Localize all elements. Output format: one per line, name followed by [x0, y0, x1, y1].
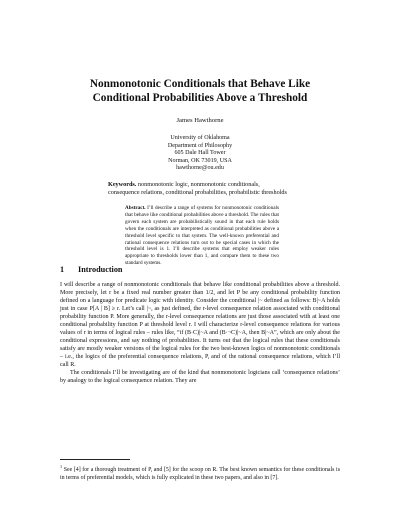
title-line-1: Nonmonotonic Conditionals that Behave Like: [89, 78, 311, 90]
title-line-2: Conditional Probabilities Above a Threshold: [92, 92, 308, 104]
abstract-label: Abstract.: [125, 205, 146, 211]
section-title: Introduction: [78, 265, 123, 274]
abstract: [125, 205, 279, 267]
affiliation-block: [100, 135, 300, 173]
section-number: 1: [60, 265, 65, 274]
affiliation-department: Department of Philosophy: [167, 142, 233, 149]
paragraph-1: I will describe a range of nonmonotonic conditionals that behave like conditional probabilities above a threshold. More precisely, let r be a fixed real number greater than 1/2, and let P be any conditional probability function defined on a language for predicate logic with identity. Consider the conditional |~ defined as follows: B|~A holds just in case P[A | B] ≥ r. Let’s call |~, as just defined, the r-level consequence relation associated with conditional probability function P. More generally, the r-level consequence relations are just those associated with at least one conditional probability function P at threshold level r. I will characterize r-level consequence relations for various values of r in terms of logical rules – rules like, “if (B·C)|~A and (B·¬C)|~A, then B|~A”, which are only about the conditional expressions, and say nothing of probabilities. It turns out that the logical rules that these conditionals satisfy are mostly weaker versions of the logical rules for the two best-known logics of nonmonotonic conditionals – i.e., the logics of the preferential consequence relations, P, and of the rational consequence relations, which I’ll call R.: [60, 282, 340, 368]
keywords-text: nonmonotonic logic, nonmonotonic conditionals, consequence relations, conditional probabilities, probabilistic thresholds: [108, 181, 287, 197]
author-name: James Hawthorne: [176, 117, 224, 124]
section-heading: [60, 265, 340, 274]
affiliation-city: Norman, OK 73019, USA: [168, 157, 232, 164]
affiliation-email: hawthorne@ou.edu: [176, 165, 224, 172]
paragraph-2: The conditionals I’ll be investigating are of the kind that nonmonotonic logicians call ‘consequence relations’ by analogy to the logical consequence relation. They are: [60, 370, 340, 384]
keywords-label: Keywords.: [108, 181, 137, 188]
footnote-mark: 1: [60, 464, 63, 469]
affiliation-university: University of Oklahoma: [170, 135, 230, 141]
body-text: [60, 281, 340, 385]
footnote-text: See [4] for a thorough treatment of P, and [5] for the scoop on R. The best known semantics for these conditionals is in terms of preferential models, which is fully explicated in these two papers, and also in [7].: [60, 466, 340, 481]
paper-title: [60, 77, 340, 105]
footnote: [60, 463, 340, 482]
affiliation-address: 605 Dale Hall Tower: [174, 150, 226, 157]
footnote-rule: [60, 459, 130, 460]
abstract-text: I’ll describe a range of systems for nonmonotonic conditionals that behave like conditional probabilities above a threshold. The rules that govern each system are probabilistically sound in that each rule holds when the conditionals are interpreted as conditional probabilities above a threshold level specific to that system. The well-known preferential and rational consequence relations turn out to be special cases in which the threshold level is 1. I’ll describe systems that employ weaker rules appropriate to thresholds lower than 1, and compare them to these two standard systems.: [125, 205, 280, 267]
keywords: [108, 181, 292, 197]
